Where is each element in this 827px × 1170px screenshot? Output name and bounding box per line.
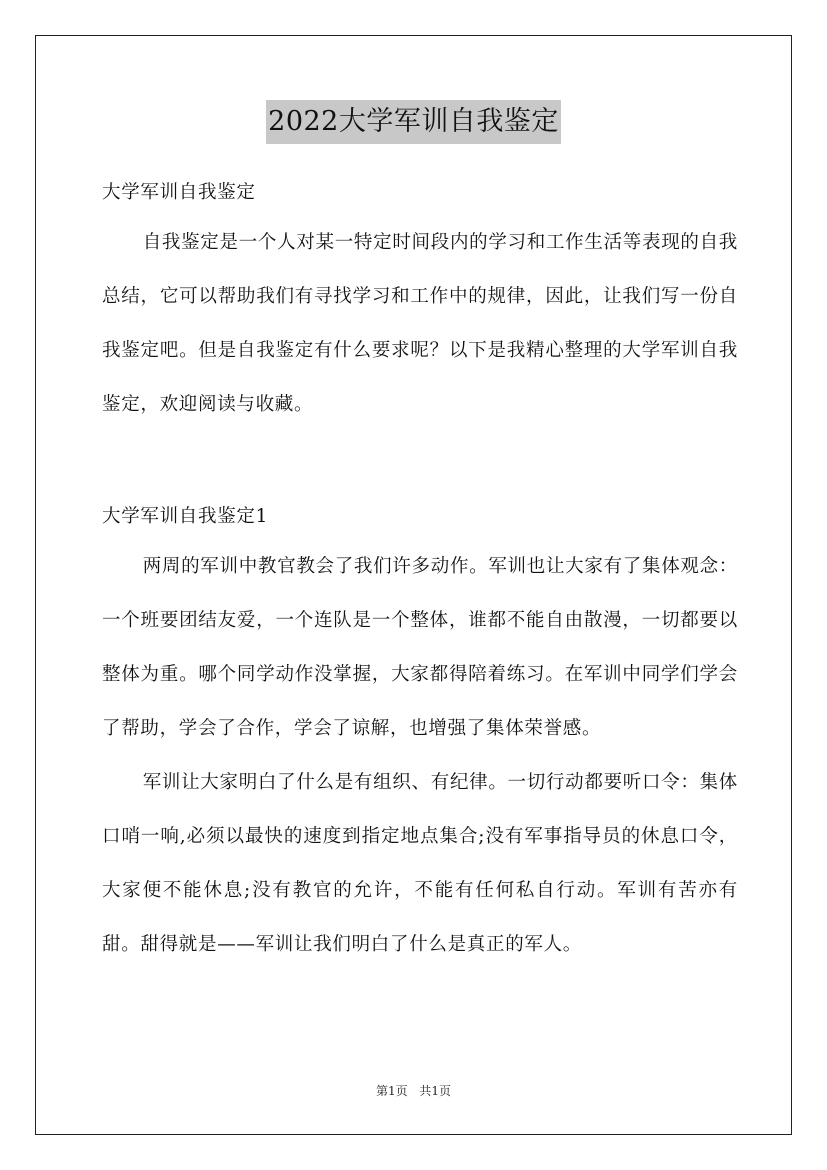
document-title-container xyxy=(0,100,827,144)
section1-heading: 大学军训自我鉴定1 xyxy=(102,506,269,527)
document-body xyxy=(102,170,738,972)
page-footer xyxy=(0,1082,827,1099)
section-spacer xyxy=(102,432,738,494)
page-number-total: 共1页 xyxy=(419,1084,452,1098)
section1-paragraph-2: 军训让大家明白了什么是有组织、有纪律。一切行动都要听口令：集体口哨一响,必须以最快的速度到指定地点集合;没有军事指导员的休息口令，大家便不能休息;没有教官的允许，不能有任何私自行动。军训有苦亦有甜。甜得就是——军训让我们明白了什么是真正的军人。 xyxy=(102,772,738,955)
intro-heading: 大学军训自我鉴定 xyxy=(102,182,256,203)
intro-paragraph: 自我鉴定是一个人对某一特定时间段内的学习和工作生活等表现的自我总结，它可以帮助我们有寻找学习和工作中的规律，因此，让我们写一份自我鉴定吧。但是自我鉴定有什么要求呢？以下是我精心整理的大学军训自我鉴定，欢迎阅读与收藏。 xyxy=(102,232,738,415)
section1-paragraph-1: 两周的军训中教官教会了我们许多动作。军训也让大家有了集体观念：一个班要团结友爱，一个连队是一个整体，谁都不能自由散漫，一切都要以整体为重。哪个同学动作没掌握，大家都得陪着练习。在军训中同学们学会了帮助，学会了合作，学会了谅解，也增强了集体荣誉感。 xyxy=(102,556,738,739)
page-number-current: 第1页 xyxy=(375,1084,408,1098)
document-title: 2022大学军训自我鉴定 xyxy=(266,100,561,144)
